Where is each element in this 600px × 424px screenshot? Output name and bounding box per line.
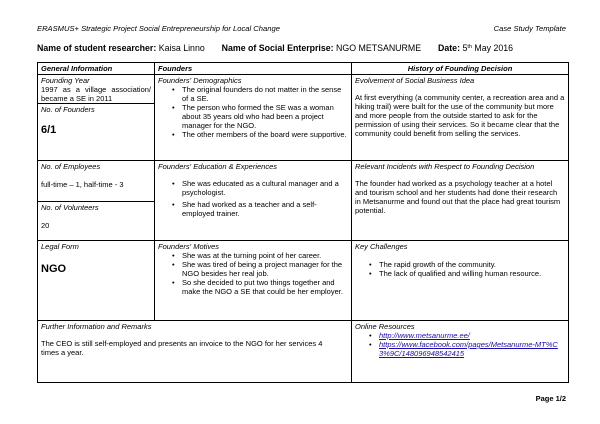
general-cell-2 (38, 161, 155, 241)
education-list (158, 179, 348, 218)
list-item: • The other members of the board were supportive. (158, 130, 348, 139)
employees-label: No. of Employees (41, 162, 101, 171)
date-label: Date: (438, 43, 460, 53)
founders-cell-3 (155, 241, 352, 321)
researcher-label: Name of student researcher: (37, 43, 157, 53)
history-cell-3 (352, 241, 569, 321)
list-item: • The lack of qualified and willing human resource. (355, 269, 565, 278)
further-info-cell (38, 321, 352, 383)
further-info-text: The CEO is still self-employed and presents an invoice to the NGO for her services 4 times a year. (41, 339, 323, 357)
evolvement-text: At first everything (a community center, a recreation area and a hiking trail) were built for the use of the community but more and more people from the outside started to ask for the permission of using their services. So it became clear that the community could benefit from selling the services. (355, 93, 565, 138)
list-item: • She was tired of being a project manager for the NGO besides her real job. (158, 260, 348, 278)
demographics-list (158, 85, 348, 139)
table-row (38, 321, 569, 383)
founding-year-label: Founding Year (41, 76, 90, 85)
list-item: • The rapid growth of the community. (355, 260, 565, 269)
general-cell-1 (38, 75, 155, 161)
list-item (355, 340, 565, 358)
enterprise-label: Name of Social Enterprise: (221, 43, 334, 53)
page-number: Page 1/2 (535, 394, 566, 403)
legal-form-label: Legal Form (41, 242, 79, 251)
volunteers-label: No. of Volunteers (41, 203, 99, 212)
enterprise-value: NGO METSANURME (336, 43, 422, 53)
history-cell-1 (352, 75, 569, 161)
legal-form-value: NGO (41, 263, 67, 275)
facebook-link[interactable]: https://www.facebook.com/pages/Metsanurme-MT%C3%9C/148096948542415 (379, 340, 558, 358)
date-rest: May 2016 (474, 43, 514, 53)
challenges-list (355, 260, 565, 278)
motives-list (158, 251, 348, 296)
date-day: 5 (462, 43, 468, 53)
incidents-text: The founder had worked as a psychology teacher at a hotel and tourism school and her students had done their research in Metsanurme and found out that the place had great tourism potential. (355, 179, 561, 215)
list-item: • She had worked as a teacher and a self-employed trainer. (158, 200, 348, 218)
list-item: • She was at the turning point of her career. (158, 251, 348, 260)
challenges-label: Key Challenges (355, 242, 408, 251)
list-item: • So she decided to put two things together and make the NGO a SE that could be her employer. (158, 278, 348, 296)
table-header-row (38, 63, 569, 75)
header-history: History of Founding Decision (352, 63, 569, 75)
num-founders-value: 6/1 (41, 124, 57, 136)
education-label: Founders' Education & Experiences (158, 162, 278, 171)
date-suffix: th (467, 44, 472, 50)
founders-cell-1 (155, 75, 352, 161)
website-link[interactable]: http://www.metsanurme.ee/ (379, 331, 470, 340)
general-cell-3 (38, 241, 155, 321)
demographics-label: Founders' Demographics (158, 76, 242, 85)
online-resources-cell (352, 321, 569, 383)
online-resources-list (355, 331, 565, 358)
online-resources-label: Online Resources (355, 322, 415, 331)
header-general-info: General Information (38, 63, 155, 75)
volunteers-value: 20 (41, 221, 50, 230)
list-item (355, 331, 565, 340)
employees-value: full-time – 1, half-time - 3 (41, 180, 124, 189)
case-study-table (37, 62, 569, 383)
list-item: • She was educated as a cultural manager and a psychologist. (158, 179, 348, 197)
list-item: • The original founders do not matter in the sense of a SE. (158, 85, 348, 103)
list-item: • The person who formed the SE was a woman about 35 years old who had been a project manager for the NGO. (158, 103, 348, 130)
header-project-title: ERASMUS+ Strategic Project Social Entrepreneurship for Local Change (37, 24, 280, 33)
table-row (38, 241, 569, 321)
num-founders-label: No. of Founders (41, 105, 95, 114)
incidents-label: Relevant Incidents with Respect to Founding Decision (355, 162, 535, 171)
further-info-label: Further Information and Remarks (41, 322, 152, 331)
meta-line (37, 43, 513, 53)
table-row (38, 161, 569, 241)
evolvement-label: Evolvement of Social Business Idea (355, 76, 475, 85)
researcher-value: Kaisa Linno (158, 43, 205, 53)
founding-year-value: 1997 as a village association/ became a SE in 2011 (41, 85, 151, 103)
motives-label: Founders' Motives (158, 242, 220, 251)
header-template-title: Case Study Template (493, 24, 566, 33)
table-row (38, 75, 569, 161)
founders-cell-2 (155, 161, 352, 241)
header-founders: Founders (155, 63, 352, 75)
history-cell-2 (352, 161, 569, 241)
